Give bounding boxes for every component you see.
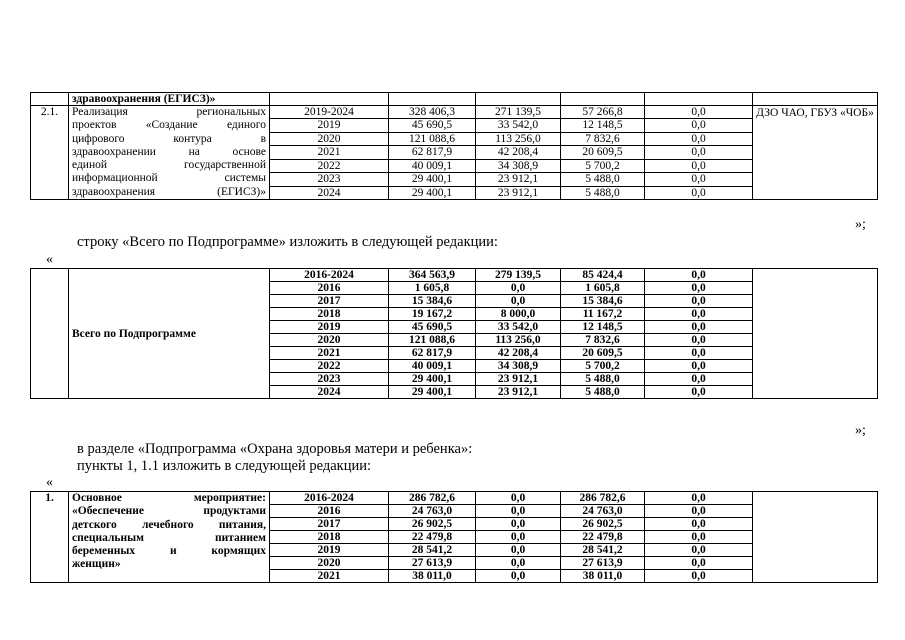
period-cell: 2024	[270, 186, 389, 199]
other-cell: 0,0	[645, 347, 753, 360]
closing-quote: »;	[855, 217, 866, 232]
other-cell: 0,0	[645, 173, 753, 186]
federal-cell: 23 912,1	[476, 173, 561, 186]
other-cell: 0,0	[645, 518, 753, 531]
regional-cell: 7 832,6	[561, 334, 645, 347]
table-mother-child	[30, 491, 878, 583]
regional-cell: 28 541,2	[561, 544, 645, 557]
table-row	[31, 269, 878, 282]
total-cell: 45 690,5	[389, 321, 476, 334]
regional-cell: 20 609,5	[561, 146, 645, 159]
paragraph-text: строку «Всего по Подпрограмме» изложить в следующей редакции:	[77, 234, 498, 250]
period-cell: 2019-2024	[270, 106, 389, 119]
total-cell: 15 384,6	[389, 295, 476, 308]
total-cell: 29 400,1	[389, 173, 476, 186]
federal-cell: 113 256,0	[476, 132, 561, 145]
total-cell: 1 605,8	[389, 282, 476, 295]
total-cell: 22 479,8	[389, 531, 476, 544]
federal-cell: 0,0	[476, 570, 561, 583]
period-cell: 2021	[270, 347, 389, 360]
federal-cell: 8 000,0	[476, 308, 561, 321]
table-row	[31, 93, 878, 106]
executor-cell: ДЗО ЧАО, ГБУЗ «ЧОБ»	[753, 106, 878, 200]
description-line: здравоохранении на основе	[72, 145, 266, 158]
federal-cell: 33 542,0	[476, 119, 561, 132]
total-cell: 29 400,1	[389, 186, 476, 199]
federal-cell: 23 912,1	[476, 186, 561, 199]
federal-cell: 34 308,9	[476, 360, 561, 373]
description-line: детского лечебного питания,	[72, 518, 266, 531]
period-cell: 2017	[270, 518, 389, 531]
federal-cell: 0,0	[476, 492, 561, 505]
description-line: здравоохранения (ЕГИСЗ)»	[72, 185, 266, 198]
period-cell: 2019	[270, 544, 389, 557]
table-egisz	[30, 92, 878, 200]
paragraph-text: пункты 1, 1.1 изложить в следующей редакции:	[77, 458, 372, 474]
period-cell: 2016	[270, 505, 389, 518]
other-cell: 0,0	[645, 321, 753, 334]
federal-cell: 0,0	[476, 518, 561, 531]
regional-cell: 286 782,6	[561, 492, 645, 505]
federal-cell: 42 208,4	[476, 146, 561, 159]
paragraph-text: в разделе «Подпрограмма «Охрана здоровья матери и ребенка»:	[77, 441, 473, 457]
item-number: 1.	[31, 492, 69, 583]
other-cell: 0,0	[645, 119, 753, 132]
total-cell: 40 009,1	[389, 159, 476, 172]
opening-quote: «	[46, 475, 53, 490]
description-line: Основное мероприятие:	[72, 492, 266, 504]
total-cell: 19 167,2	[389, 308, 476, 321]
other-cell: 0,0	[645, 186, 753, 199]
regional-cell: 5 488,0	[561, 373, 645, 386]
regional-cell: 5 700,2	[561, 159, 645, 172]
regional-cell: 12 148,5	[561, 119, 645, 132]
table-row	[31, 492, 878, 505]
total-cell: 29 400,1	[389, 373, 476, 386]
regional-cell: 12 148,5	[561, 321, 645, 334]
period-cell: 2021	[270, 570, 389, 583]
total-cell: 121 088,6	[389, 132, 476, 145]
other-cell: 0,0	[645, 269, 753, 282]
description-line: информационной системы	[72, 172, 266, 185]
subprogram-total-label: Всего по Подпрограмме	[69, 269, 270, 399]
regional-cell: 24 763,0	[561, 505, 645, 518]
total-cell: 26 902,5	[389, 518, 476, 531]
regional-cell: 20 609,5	[561, 347, 645, 360]
description-cell	[69, 492, 270, 583]
table-subprogram-total	[30, 268, 878, 399]
total-cell: 24 763,0	[389, 505, 476, 518]
federal-cell: 0,0	[476, 295, 561, 308]
other-cell: 0,0	[645, 308, 753, 321]
period-cell: 2018	[270, 531, 389, 544]
period-cell: 2017	[270, 295, 389, 308]
other-cell: 0,0	[645, 282, 753, 295]
federal-cell: 0,0	[476, 505, 561, 518]
total-cell: 29 400,1	[389, 386, 476, 399]
opening-quote: «	[46, 252, 53, 267]
total-cell: 40 009,1	[389, 360, 476, 373]
period-cell: 2019	[270, 321, 389, 334]
period-cell: 2020	[270, 557, 389, 570]
other-cell: 0,0	[645, 544, 753, 557]
other-cell: 0,0	[645, 386, 753, 399]
federal-cell: 42 208,4	[476, 347, 561, 360]
total-cell: 38 011,0	[389, 570, 476, 583]
continued-description: здравоохранения (ЕГИСЗ)»	[69, 93, 270, 106]
period-cell: 2023	[270, 373, 389, 386]
period-cell: 2018	[270, 308, 389, 321]
regional-cell: 22 479,8	[561, 531, 645, 544]
federal-cell: 23 912,1	[476, 373, 561, 386]
other-cell: 0,0	[645, 334, 753, 347]
executor-cell	[753, 269, 878, 399]
description-line: единой государственной	[72, 159, 266, 172]
regional-cell: 5 488,0	[561, 186, 645, 199]
total-cell: 28 541,2	[389, 544, 476, 557]
period-cell: 2020	[270, 334, 389, 347]
other-cell: 0,0	[645, 132, 753, 145]
other-cell: 0,0	[645, 146, 753, 159]
total-cell: 45 690,5	[389, 119, 476, 132]
other-cell: 0,0	[645, 531, 753, 544]
period-cell: 2023	[270, 173, 389, 186]
other-cell: 0,0	[645, 295, 753, 308]
federal-cell: 23 912,1	[476, 386, 561, 399]
federal-cell: 271 139,5	[476, 106, 561, 119]
other-cell: 0,0	[645, 492, 753, 505]
total-cell: 286 782,6	[389, 492, 476, 505]
period-cell: 2016-2024	[270, 269, 389, 282]
description-line: цифрового контура в	[72, 132, 266, 145]
regional-cell: 85 424,4	[561, 269, 645, 282]
description-line: проектов «Создание единого	[72, 119, 266, 132]
period-cell: 2022	[270, 159, 389, 172]
other-cell: 0,0	[645, 159, 753, 172]
federal-cell: 34 308,9	[476, 159, 561, 172]
item-number: 2.1.	[31, 106, 69, 200]
period-cell: 2021	[270, 146, 389, 159]
other-cell: 0,0	[645, 557, 753, 570]
description-cell	[69, 106, 270, 200]
period-cell: 2019	[270, 119, 389, 132]
regional-cell: 26 902,5	[561, 518, 645, 531]
total-cell: 364 563,9	[389, 269, 476, 282]
other-cell: 0,0	[645, 505, 753, 518]
description-line: беременных и кормящих	[72, 545, 266, 558]
federal-cell: 0,0	[476, 531, 561, 544]
regional-cell: 1 605,8	[561, 282, 645, 295]
federal-cell: 0,0	[476, 544, 561, 557]
regional-cell: 5 700,2	[561, 360, 645, 373]
period-cell: 2022	[270, 360, 389, 373]
executor-cell	[753, 492, 878, 583]
period-cell: 2020	[270, 132, 389, 145]
period-cell: 2016	[270, 282, 389, 295]
description-line: женщин»	[72, 558, 121, 571]
federal-cell: 279 139,5	[476, 269, 561, 282]
other-cell: 0,0	[645, 106, 753, 119]
period-cell: 2016-2024	[270, 492, 389, 505]
total-cell: 27 613,9	[389, 557, 476, 570]
period-cell: 2024	[270, 386, 389, 399]
total-cell: 121 088,6	[389, 334, 476, 347]
other-cell: 0,0	[645, 373, 753, 386]
regional-cell: 38 011,0	[561, 570, 645, 583]
total-cell: 62 817,9	[389, 347, 476, 360]
closing-quote: »;	[855, 423, 866, 438]
federal-cell: 33 542,0	[476, 321, 561, 334]
regional-cell: 15 384,6	[561, 295, 645, 308]
regional-cell: 11 167,2	[561, 308, 645, 321]
regional-cell: 27 613,9	[561, 557, 645, 570]
federal-cell: 0,0	[476, 282, 561, 295]
description-line: Реализация региональных	[72, 106, 266, 118]
description-line: «Обеспечение продуктами	[72, 505, 266, 518]
table-row	[31, 106, 878, 119]
other-cell: 0,0	[645, 360, 753, 373]
federal-cell: 0,0	[476, 557, 561, 570]
empty-cell	[31, 269, 69, 399]
total-cell: 62 817,9	[389, 146, 476, 159]
total-cell: 328 406,3	[389, 106, 476, 119]
federal-cell: 113 256,0	[476, 334, 561, 347]
regional-cell: 57 266,8	[561, 106, 645, 119]
regional-cell: 5 488,0	[561, 173, 645, 186]
other-cell: 0,0	[645, 570, 753, 583]
description-line: специальным питанием	[72, 531, 266, 544]
regional-cell: 7 832,6	[561, 132, 645, 145]
regional-cell: 5 488,0	[561, 386, 645, 399]
